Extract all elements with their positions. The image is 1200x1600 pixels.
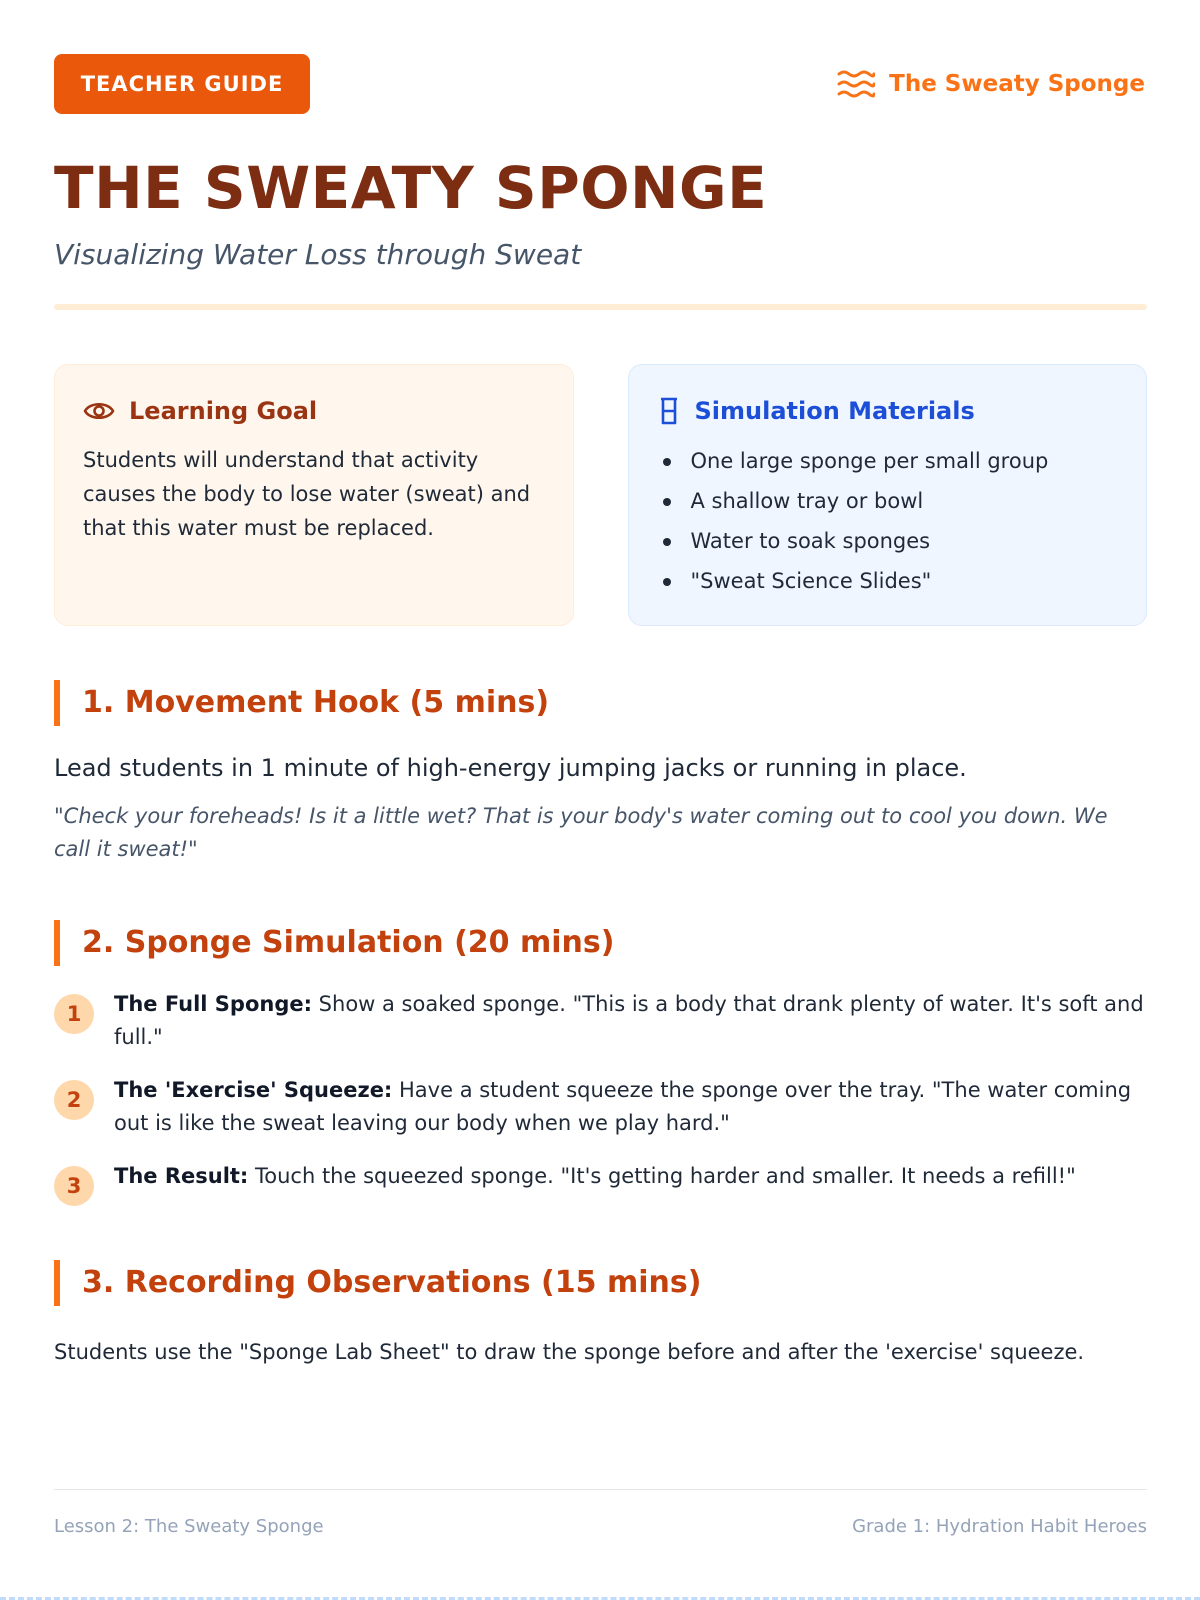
list-item: Water to soak sponges	[657, 521, 1119, 561]
step-number: 1	[54, 994, 94, 1034]
learning-goal-heading: Learning Goal	[129, 397, 318, 425]
step-text	[114, 988, 1147, 1054]
step-item	[54, 1160, 1147, 1206]
simulation-materials-header	[657, 393, 1119, 429]
step-item	[54, 1074, 1147, 1140]
footer-grade-label: Grade 1: Hydration Habit Heroes	[852, 1516, 1147, 1537]
learning-goal-header	[83, 393, 545, 429]
teacher-guide-badge: TEACHER GUIDE	[54, 54, 310, 114]
simulation-materials-heading: Simulation Materials	[694, 397, 975, 425]
simulation-materials-card	[628, 364, 1148, 626]
step-description: Touch the squeezed sponge. "It's getting harder and smaller. It needs a refill!"	[248, 1164, 1076, 1188]
step-description: Show a soaked sponge. "This is a body that drank plenty of water. It's soft and full."	[114, 992, 1144, 1049]
teacher-guide-page	[54, 54, 1147, 1369]
learning-goal-text: Students will understand that activity causes the body to lose water (sweat) and that this water must be replaced.	[83, 448, 531, 540]
page-header	[54, 54, 1147, 114]
brand	[837, 69, 1147, 99]
movement-hook-lead: Lead students in 1 minute of high-energy jumping jacks or running in place.	[54, 754, 967, 782]
info-cards	[54, 364, 1147, 626]
step-title: The Full Sponge:	[114, 992, 312, 1016]
list-item: One large sponge per small group	[657, 441, 1119, 481]
brand-name: The Sweaty Sponge	[889, 71, 1145, 97]
recording-observations-text: Students use the "Sponge Lab Sheet" to draw the sponge before and after the 'exercise' squeeze.	[54, 1340, 1085, 1364]
materials-list	[657, 441, 1119, 601]
step-number: 2	[54, 1080, 94, 1120]
title-divider	[54, 304, 1147, 310]
page-subtitle: Visualizing Water Loss through Sweat	[54, 238, 582, 271]
step-number: 3	[54, 1166, 94, 1206]
list-item: "Sweat Science Slides"	[657, 561, 1119, 601]
movement-hook-quote: "Check your foreheads! Is it a little wet? That is your body's water coming out to cool you down. We call it sweat!"	[54, 804, 1108, 861]
step-title: The Result:	[114, 1164, 249, 1188]
simulation-steps	[54, 988, 1147, 1206]
eye-icon	[83, 399, 115, 423]
section-heading-sponge-simulation: 2. Sponge Simulation (20 mins)	[54, 920, 1147, 966]
step-text	[114, 1160, 1076, 1206]
step-item	[54, 988, 1147, 1054]
beaker-icon	[657, 396, 681, 426]
footer-lesson-label: Lesson 2: The Sweaty Sponge	[54, 1516, 324, 1537]
section-heading-recording-observations: 3. Recording Observations (15 mins)	[54, 1260, 1147, 1306]
waves-icon	[837, 69, 875, 99]
section-heading-movement-hook: 1. Movement Hook (5 mins)	[54, 680, 1147, 726]
step-description: Have a student squeeze the sponge over the tray. "The water coming out is like the sweat leaving our body when we play hard."	[114, 1078, 1132, 1135]
page-title: THE SWEATY SPONGE	[54, 154, 768, 222]
step-text	[114, 1074, 1147, 1140]
list-item: A shallow tray or bowl	[657, 481, 1119, 521]
step-title: The 'Exercise' Squeeze:	[114, 1078, 393, 1102]
page-footer	[54, 1489, 1147, 1537]
learning-goal-card	[54, 364, 574, 626]
